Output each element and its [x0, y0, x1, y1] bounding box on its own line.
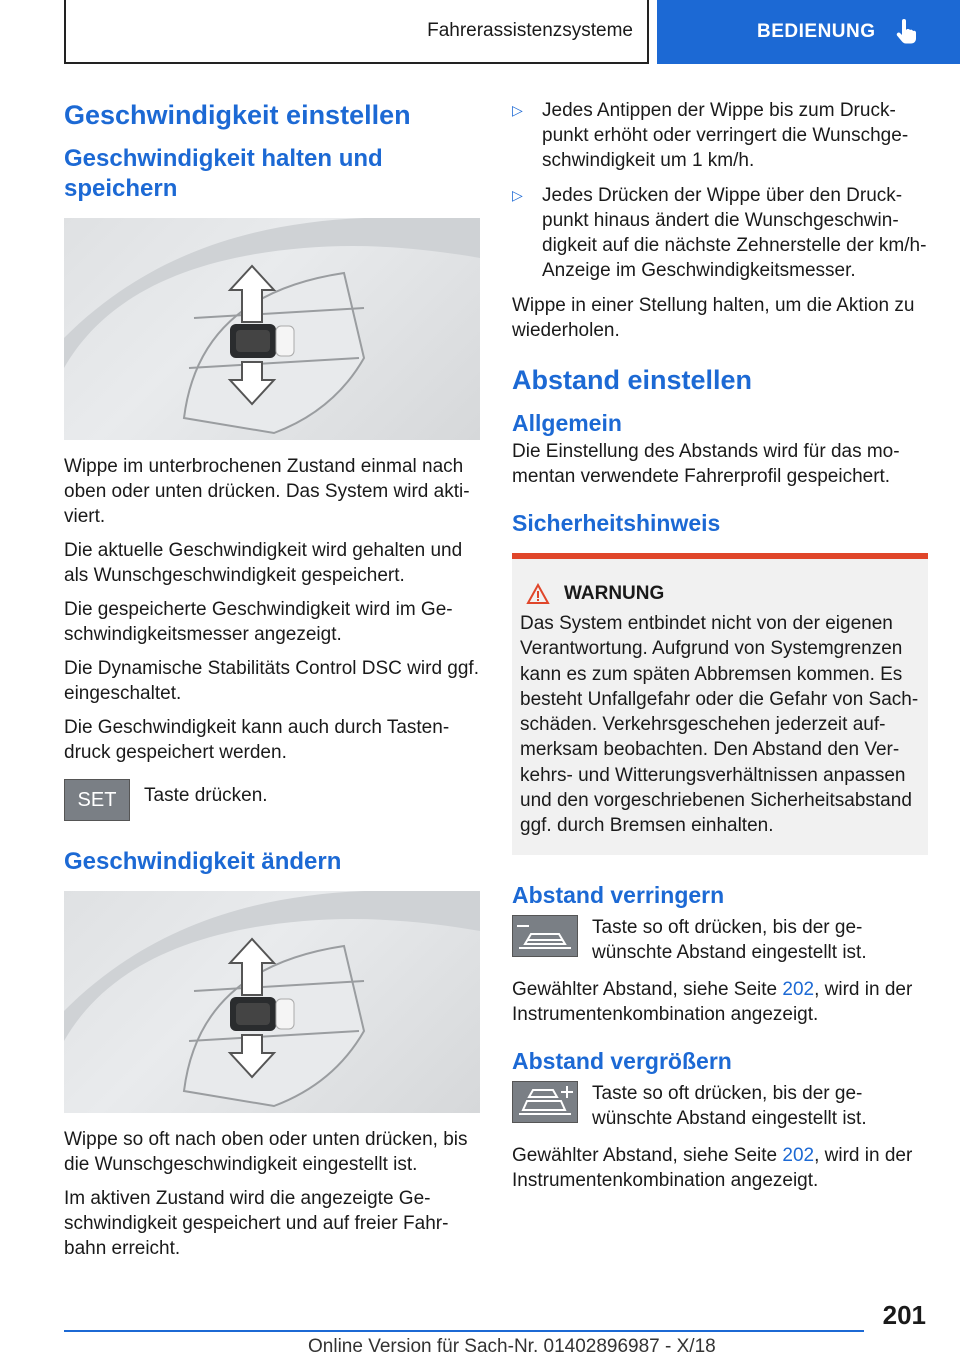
heading-safety: Sicherheitshinweis — [512, 510, 721, 536]
heading-speed-hold: Geschwindigkeit halten und speichern — [64, 145, 383, 202]
bullet-list — [512, 98, 928, 283]
right-column — [512, 98, 928, 1202]
page-link[interactable]: 202 — [782, 1144, 815, 1166]
paragraph: Die Dynamische Stabilitäts Control DSC wird ggf. eingeschaltet. — [64, 658, 479, 704]
heading-distance-decrease: Abstand verringern — [512, 881, 725, 908]
footer-divider — [64, 1330, 864, 1332]
section-title: Fahrerassistenzsysteme — [64, 0, 649, 64]
triangle-bullet-icon: ▷ — [512, 102, 523, 118]
warning-text: Das System entbindet nicht von der eigenen Verantwortung. Aufgrund von Systemgrenzen kann es zum späten Abbremsen kommen. Es besteht Unfallgefahr oder die Gefahr von Sachschäden. Verkehrsgeschehen jederzeit aufmerksam beobachten. Den Abstand den Verkehrs- und Witterungsverhältnissen anpassen und den vorgeschriebenen Sicherheitsabstand ggf. durch Bremsen einhalten. — [520, 613, 919, 837]
page-number: 201 — [882, 1300, 926, 1330]
page-header — [0, 0, 960, 66]
distance-increase-key-icon — [512, 1081, 578, 1123]
triangle-bullet-icon: ▷ — [512, 187, 523, 203]
paragraph: Die aktuelle Geschwindigkeit wird gehalten und als Wunschgeschwindigkeit gespeichert. — [64, 540, 463, 586]
paragraph: Wippe in einer Stellung halten, um die Aktion zu wiederholen. — [512, 295, 915, 341]
paragraph: Gewählter Abstand, siehe Seite 202, wird in der Instrumentenkombination angezeigt. — [512, 978, 913, 1025]
list-item: ▷ Jedes Drücken der Wippe über den Druckpunkt hinaus ändert die Wunschgeschwindigkeit auf die nächste Zehnerstelle der km/h-Anzeige im Geschwindigkeitsmesser. — [512, 185, 927, 281]
heading-distance-set: Abstand einstellen — [512, 365, 753, 395]
heading-speed-change: Geschwindigkeit ändern — [64, 848, 342, 875]
steering-wheel-rocker-photo — [64, 218, 480, 440]
left-column — [64, 98, 480, 1270]
distance-decrease-key-icon — [512, 915, 578, 957]
set-key-icon: SET — [64, 779, 130, 821]
chapter-tab[interactable] — [657, 0, 960, 64]
page-link[interactable]: 202 — [782, 978, 815, 1000]
heading-speed-set: Geschwindigkeit einstellen — [64, 100, 411, 130]
warning-box — [512, 553, 928, 855]
paragraph: Im aktiven Zustand wird die angezeigte Geschwindigkeit gespeichert und auf freier Fahrbahn erreicht. — [64, 1188, 449, 1259]
warning-triangle-icon — [526, 583, 550, 605]
distance-decrease-text: Taste so oft drücken, bis der gewünschte Abstand eingestellt ist. — [592, 916, 867, 963]
chapter-title: BEDIENUNG — [757, 21, 876, 42]
footer-online-version: Online Version für Sach-Nr. 01402896987 - X/18 — [308, 1336, 716, 1357]
set-key-instruction — [64, 783, 480, 821]
heading-general: Allgemein — [512, 410, 622, 436]
distance-increase-instruction — [512, 1081, 928, 1131]
heading-distance-increase: Abstand vergrößern — [512, 1047, 732, 1074]
distance-decrease-instruction — [512, 915, 928, 965]
paragraph: Wippe im unterbrochenen Zustand einmal nach oben oder unten drücken. Das System wird aktiviert. — [64, 456, 470, 527]
warning-header — [520, 583, 920, 605]
list-item: ▷ Jedes Antippen der Wippe bis zum Druckpunkt erhöht oder verringert die Wunschgeschwindigkeit um 1 km/h. — [512, 100, 909, 171]
paragraph: Die gespeicherte Geschwindigkeit wird im Geschwindigkeitsmesser angezeigt. — [64, 599, 453, 645]
paragraph: Die Einstellung des Abstands wird für das momentan verwendete Fahrerprofil gespeichert. — [512, 441, 900, 487]
pointing-hand-icon — [894, 19, 918, 45]
paragraph: Gewählter Abstand, siehe Seite 202, wird in der Instrumentenkombination angezeigt. — [512, 1144, 913, 1191]
steering-wheel-rocker-photo — [64, 891, 480, 1113]
paragraph: Wippe so oft nach oben oder unten drücken, bis die Wunschgeschwindigkeit eingestellt ist. — [64, 1129, 468, 1175]
paragraph: Die Geschwindigkeit kann auch durch Tastendruck gespeichert werden. — [64, 717, 450, 763]
distance-increase-text: Taste so oft drücken, bis der gewünschte Abstand eingestellt ist. — [592, 1082, 867, 1129]
set-key-text: Taste drücken. — [144, 785, 268, 806]
warning-title: WARNUNG — [564, 583, 665, 604]
